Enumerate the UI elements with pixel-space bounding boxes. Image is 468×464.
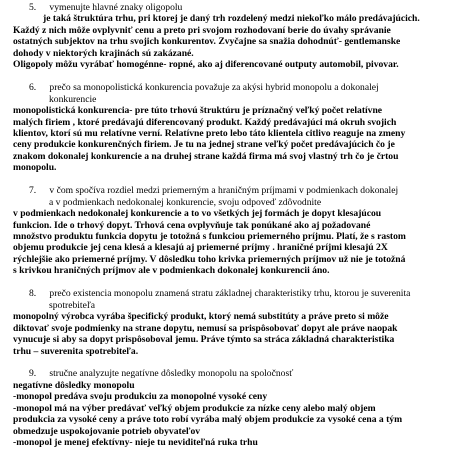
- question-5: [13, 2, 458, 13]
- question-text: stručne analyzujte negatívne dôsledky monopolu na spoločnosť: [49, 368, 294, 380]
- answer-line: ceny produkcie konkurenčných firiem. Je tu na jednej strane veľký počet predávajúcich čo je: [13, 139, 395, 151]
- answer-line: rýchlejšie ako priemerné príjmy. V dôsledku toho krivka priemerných príjmov už nie je totožná: [13, 253, 406, 265]
- answer-line: produkcia za vysoké ceny a práve toto robí vyrába malý objem produkcie za vysoké cena a tým: [13, 414, 403, 426]
- question-number: 8.: [29, 288, 37, 300]
- answer-line: monopolný výrobca vyrába špecifický produkt, ktorý nemá substitúty a práve preto si môže: [13, 311, 389, 323]
- answer-line: negatívne dôsledky monopolu: [13, 379, 135, 391]
- answer-line: -monopol má na výber predávať veľký objem produkcie za nízke ceny alebo malý objem: [13, 402, 376, 414]
- answer-line: Každý z nich môže ovplyvniť cenu a preto pri svojom rozhodovaní berie do úvahy správanie: [13, 24, 391, 36]
- answer-line: množstvo produktu funkcia dopytu je totožná s funkciou priemerného príjmu. Platí, že s rastom: [13, 231, 406, 243]
- answer-line: -monopol je menej efektívny- nieje tu neviditeľná ruka trhu: [13, 437, 258, 449]
- answer-line: trhu – suverenita spotrebiteľa.: [13, 345, 139, 357]
- answer-line: objemu produkcie jej cena klesá a klesajú aj priemerné príjmy . hraničné príjmi klesajú 2X: [13, 242, 388, 254]
- answer-line: monopolistická konkurencia- pre túto trhovú štruktúru je príznačný veľký počet relatívne: [13, 105, 383, 117]
- answer-line: je taká štruktúra trhu, pri ktorej je daný trh rozdelený medzi niekoľko málo predávajúcich.: [43, 13, 420, 25]
- answer-line: ostatných subjektov na trhu svojich konkurentov. Zvyčajne sa snažia dohodnúť- gentlemanske: [13, 36, 401, 48]
- question-number: 6.: [29, 82, 37, 94]
- answer-7: [13, 208, 458, 277]
- answer-8: [13, 311, 458, 357]
- question-text-cont: spotrebiteľa: [49, 299, 95, 311]
- question-text: vymenujte hlavné znaky oligopolu: [49, 2, 183, 13]
- answer-line: dohody v niektorých krajinách sú zakázané.: [13, 47, 194, 59]
- answer-line: monopolu.: [13, 162, 57, 174]
- question-text: prečo sa monopolistická konkurencia považuje za akýsi hybrid monopolu a dokonalej: [49, 82, 379, 94]
- answer-line: -monopol predáva svoju produkciu za monopolné vysoké ceny: [13, 391, 268, 403]
- answer-line: obmedzuje uspokojovanie potrieb obyvateľov: [13, 425, 201, 437]
- question-number: 7.: [29, 185, 37, 197]
- question-9: [13, 368, 458, 379]
- answer-line: v podmienkach nedokonalej konkurencie a to vo všetkých jej formách je dopyt klesajúcou: [13, 208, 382, 220]
- answer-line: klientov, ktorí sú mu relatívne verní. Relatívne preto lebo táto klientela citlivo reaguje na zmeny: [13, 127, 406, 139]
- answer-line: znakom dokonalej konkurencie a na druhej strane každá firma má svoj vlastný trh čo je črtou: [13, 150, 399, 162]
- answer-line: malých firiem , ktoré predávajú diferencovaný produkt. Každý predávajúci má okruh svojich: [13, 116, 397, 128]
- answer-line: funkcion. Ide o trhový dopyt. Trhová cena ovplyvňuje tak ponúkané ako aj požadované: [13, 219, 371, 231]
- question-7: [13, 185, 458, 208]
- question-number: 5.: [29, 2, 37, 13]
- question-text: prečo existencia monopolu znamená stratu základnej charakteristiky trhu, ktorou je suverenita: [49, 288, 411, 300]
- question-text-cont: konkurencie: [49, 93, 97, 105]
- answer-line: s krivkou hraničných príjmov ale v podmienkach dokonalej konkurencii áno.: [13, 265, 330, 277]
- answer-5: [13, 13, 458, 70]
- question-8: [13, 288, 458, 311]
- question-text: v čom spočíva rozdiel medzi priemerným a hraničným príjmami v podmienkach dokonalej: [49, 185, 399, 197]
- question-6: [13, 82, 458, 105]
- question-text-cont: a v podmienkach nedokonalej konkurencie, svoju odpoveď zdôvodnite: [49, 196, 322, 208]
- answer-6: [13, 105, 458, 174]
- answer-line: Oligopoly môžu vyrábať homogénne- ropné, ako aj diferencované outputy automobil, pivovar.: [13, 59, 399, 71]
- answer-9: [13, 380, 458, 449]
- answer-line: diktovať svoje podmienky na strane dopytu, nemusí sa prispôsobovať dopyt ale práve naopak: [13, 322, 398, 334]
- question-number: 9.: [29, 368, 37, 380]
- answer-line: vynucuje si aby sa dopyt prispôsoboval jemu. Práve týmto sa stráca základná charakteristika: [13, 334, 395, 346]
